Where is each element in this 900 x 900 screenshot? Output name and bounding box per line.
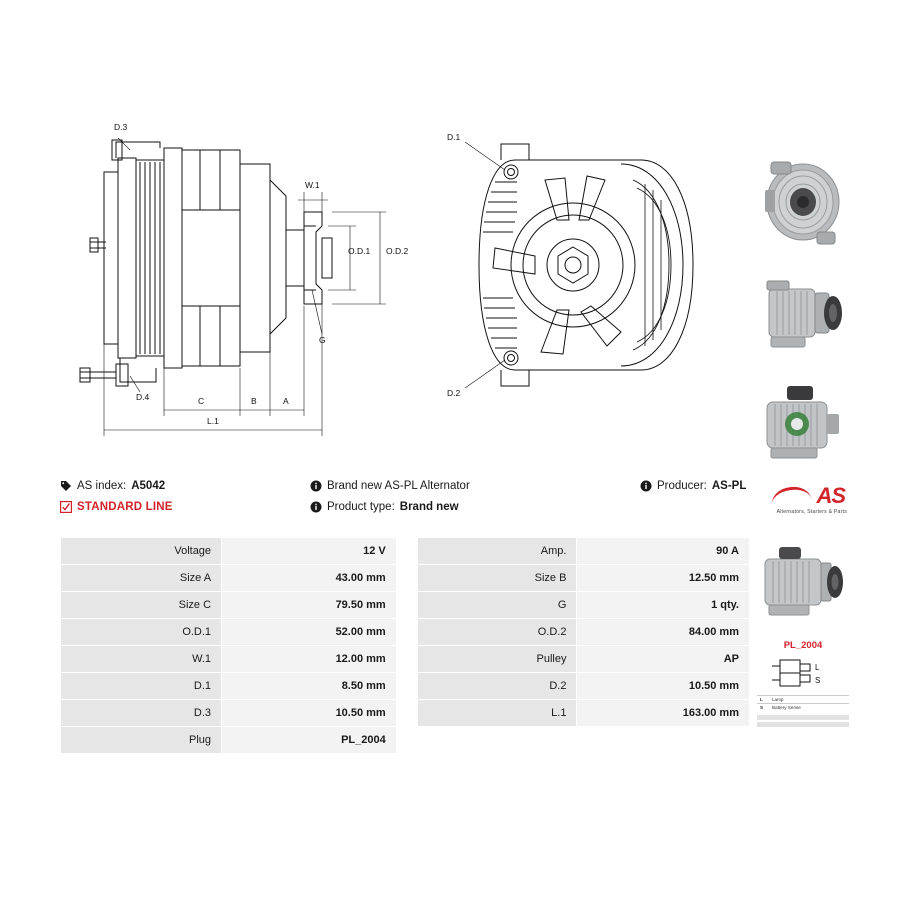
spec-value: AP [577, 646, 750, 673]
alternator-top-view [757, 372, 849, 477]
label-c: C [198, 396, 205, 406]
spec-value: 10.50 mm [577, 673, 750, 700]
label-l1: L.1 [207, 416, 219, 426]
spacer-cell [396, 565, 417, 592]
spec-value: 79.50 mm [222, 592, 397, 619]
table-row [61, 538, 750, 565]
tag-icon [60, 480, 72, 492]
svg-text:S: S [815, 676, 821, 685]
spec-value: 163.00 mm [577, 700, 750, 727]
table-row [61, 619, 750, 646]
spacer-cell [396, 700, 417, 727]
label-d3: D.3 [114, 122, 128, 132]
plug-legend-key: L [760, 697, 763, 702]
label-front-d2: D.2 [447, 388, 461, 398]
label-a: A [283, 396, 289, 406]
spacer-cell [396, 619, 417, 646]
plug-title: PL_2004 [783, 640, 823, 651]
table-row [61, 592, 750, 619]
spec-label: O.D.2 [417, 619, 577, 646]
spec-value: 12 V [222, 538, 397, 565]
spec-value-empty [577, 727, 750, 754]
spec-value: 43.00 mm [222, 565, 397, 592]
table-row [61, 646, 750, 673]
spec-value: 90 A [577, 538, 750, 565]
as-index-value: A5042 [131, 480, 166, 492]
product-info-line-2 [60, 501, 750, 513]
spec-label: Size A [61, 565, 222, 592]
spec-label: D.3 [61, 700, 222, 727]
info-icon [640, 480, 652, 492]
table-row [61, 700, 750, 727]
spec-value: 10.50 mm [222, 700, 397, 727]
spacer-cell [396, 538, 417, 565]
spec-value: 12.50 mm [577, 565, 750, 592]
spacer-cell [396, 646, 417, 673]
spec-label-empty [417, 727, 577, 754]
plug-legend-row [757, 695, 849, 703]
as-index [60, 480, 310, 492]
spec-label: Pulley [417, 646, 577, 673]
spec-value: 84.00 mm [577, 619, 750, 646]
spec-label: D.1 [61, 673, 222, 700]
side-view-svg [60, 120, 420, 460]
producer-label: Producer: [657, 480, 707, 492]
info-spacer [640, 501, 750, 513]
alternator-rear-view [757, 529, 849, 634]
plug-legend [757, 695, 849, 711]
product-type-label: Product type: [327, 501, 395, 513]
table-row [61, 565, 750, 592]
logo-text: AS [816, 483, 845, 508]
spec-label: W.1 [61, 646, 222, 673]
standard-line-badge [60, 501, 310, 513]
spec-label: O.D.1 [61, 619, 222, 646]
spec-label: L.1 [417, 700, 577, 727]
svg-text:L: L [815, 663, 820, 672]
label-front-d1: D.1 [447, 132, 461, 142]
alternator-front-view [757, 150, 849, 255]
as-index-label: AS index: [77, 480, 127, 492]
standard-line-label: STANDARD LINE [77, 501, 173, 513]
plug-legend-text: Lamp [772, 697, 784, 702]
plug-bar [757, 722, 849, 727]
product-description [310, 480, 640, 492]
label-d4: D.4 [136, 392, 150, 402]
spec-label: Size B [417, 565, 577, 592]
table-row [61, 673, 750, 700]
product-type-value: Brand new [399, 501, 459, 513]
info-icon [310, 501, 322, 513]
logo-subtitle: Alternators, Starters & Parts [776, 509, 847, 515]
plug-legend-key: S [760, 705, 764, 710]
check-box-icon [60, 501, 72, 513]
spec-value: 52.00 mm [222, 619, 397, 646]
label-w1: W.1 [305, 180, 320, 190]
product-photo-column [757, 150, 849, 729]
plug-diagram [757, 640, 849, 727]
spec-label: D.2 [417, 673, 577, 700]
plug-legend-text: Battery Sense [772, 705, 801, 710]
spec-value: 8.50 mm [222, 673, 397, 700]
producer-value: AS-PL [711, 480, 747, 492]
logo-swoosh [770, 484, 812, 508]
plug-legend-row [757, 703, 849, 711]
spec-label: Size C [61, 592, 222, 619]
spec-value: 1 qty. [577, 592, 750, 619]
spec-value: PL_2004 [222, 727, 397, 754]
plug-placeholder-bars [757, 715, 849, 727]
table-row [61, 727, 750, 754]
front-view-drawing [445, 120, 745, 460]
spacer-cell [396, 727, 417, 754]
spacer-cell [396, 592, 417, 619]
specifications-table [60, 537, 750, 754]
product-info-line-1 [60, 480, 750, 492]
product-description-text: Brand new AS-PL Alternator [327, 480, 470, 492]
plug-bar [757, 715, 849, 720]
label-g: G [319, 335, 326, 345]
product-info [60, 480, 750, 522]
label-b: B [251, 396, 257, 406]
as-pl-logo [757, 483, 849, 525]
spec-label: Plug [61, 727, 222, 754]
spec-label: G [417, 592, 577, 619]
producer [640, 480, 750, 492]
label-od1: O.D.1 [348, 246, 371, 256]
spec-value: 12.00 mm [222, 646, 397, 673]
side-view-drawing [60, 120, 420, 460]
label-od2: O.D.2 [386, 246, 409, 256]
front-view-svg [445, 120, 745, 460]
spec-label: Amp. [417, 538, 577, 565]
spec-label: Voltage [61, 538, 222, 565]
info-icon [310, 480, 322, 492]
plug-shape [770, 656, 836, 690]
technical-drawings [60, 120, 750, 460]
spacer-cell [396, 673, 417, 700]
product-type [310, 501, 640, 513]
alternator-side-view [757, 261, 849, 366]
